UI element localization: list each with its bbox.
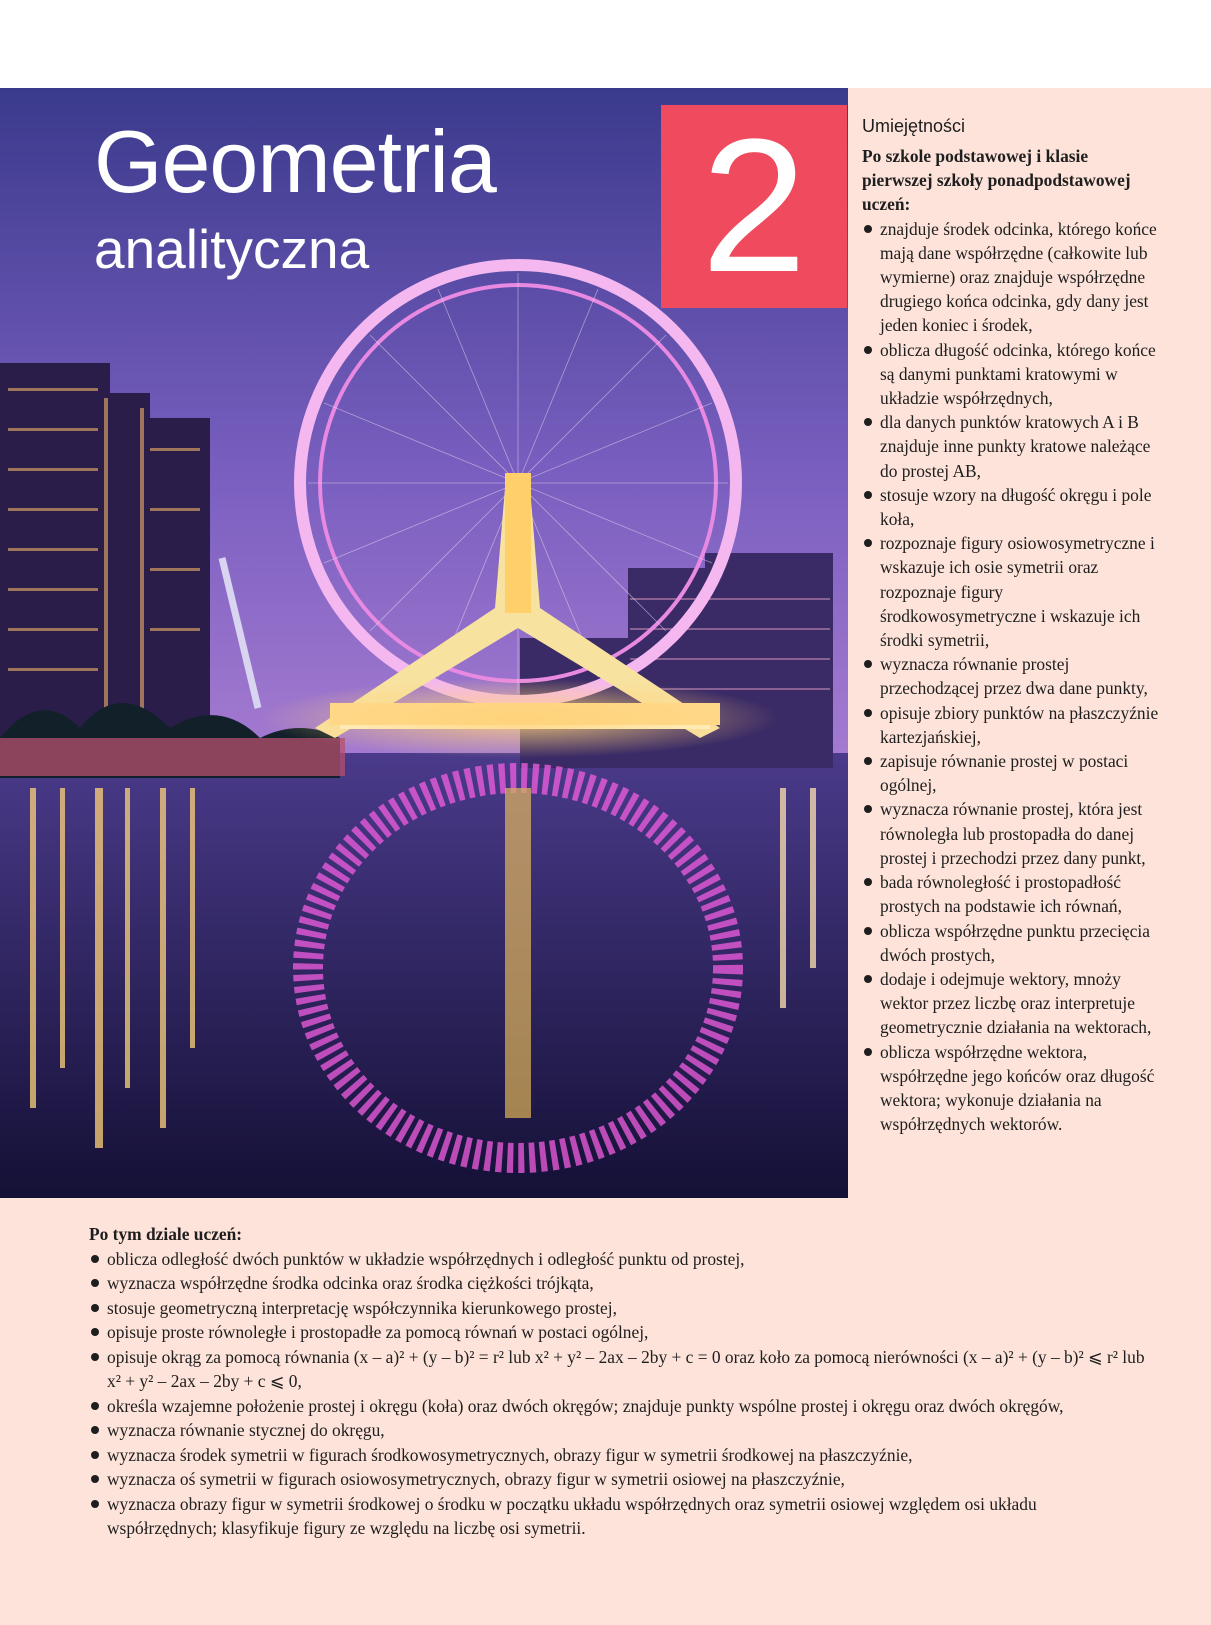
- skill-item: wyznacza równanie prostej, która jest równoległa lub prostopadła do danej prostej i przechodzi przez dany punkt,: [862, 797, 1162, 870]
- skill-item: stosuje wzory na długość okręgu i pole koła,: [862, 483, 1162, 531]
- chapter-number: 2: [661, 105, 847, 308]
- skill-item: oblicza współrzędne wektora, współrzędne jego końców oraz długość wektora; wykonuje działania na współrzędnych wektorów.: [862, 1040, 1162, 1137]
- skill-item: znajduje środek odcinka, którego końce mają dane współrzędne (całkowite lub wymierne) oraz znajduje współrzędne drugiego końca odcinka, gdy dany jest jeden koniec i środek,: [862, 217, 1162, 338]
- chapter-subtitle: analityczna: [94, 218, 370, 280]
- skills-intro: Po szkole podstawowej i klasie pierwszej szkoły ponadpodstawowej uczeń:: [862, 146, 1131, 215]
- outcome-item: oblicza odległość dwóch punktów w układzie współrzędnych i odległość punktu od prostej,: [89, 1247, 1149, 1272]
- skill-item: dla danych punktów kratowych A i B znajduje inne punkty kratowe należące do prostej AB,: [862, 410, 1162, 483]
- outcome-item: wyznacza obrazy figur w symetrii środkowej o środku w początku układu współrzędnych oraz symetrii osiowej względem osi układu współrzędnych; klasyfikuje figury ze względu na liczbę osi symetrii.: [89, 1492, 1149, 1541]
- outcome-item: wyznacza współrzędne środka odcinka oraz środka ciężkości trójkąta,: [89, 1271, 1149, 1296]
- outcome-item: określa wzajemne położenie prostej i okręgu (koła) oraz dwóch okręgów; znajduje punkty wspólne prostej i okręgu oraz dwóch okręgów,: [89, 1394, 1149, 1419]
- skill-item: rozpoznaje figury osiowosymetryczne i wskazuje ich osie symetrii oraz rozpoznaje figury środkowosymetryczne i wskazuje ich środki symetrii,: [862, 531, 1162, 652]
- outcome-item: wyznacza oś symetrii w figurach osiowosymetrycznych, obrazy figur w symetrii osiowej na płaszczyźnie,: [89, 1467, 1149, 1492]
- skills-panel: [862, 114, 1162, 1136]
- outcome-item: opisuje okrąg za pomocą równania (x – a)² + (y – b)² = r² lub x² + y² – 2ax – 2by + c = 0 oraz koło za pomocą nierówności (x – a)² + (y – b)² ⩽ r² lub x² + y² – 2ax – 2by + c ⩽ 0,: [89, 1345, 1149, 1394]
- outcomes-intro: Po tym dziale uczeń:: [89, 1224, 243, 1244]
- skill-item: dodaje i odejmuje wektory, mnoży wektor przez liczbę oraz interpretuje geometrycznie działania na wektorach,: [862, 967, 1162, 1040]
- outcome-item: opisuje proste równoległe i prostopadłe za pomocą równań w postaci ogólnej,: [89, 1320, 1149, 1345]
- skills-list: [862, 217, 1162, 1137]
- outcome-item: wyznacza środek symetrii w figurach środkowosymetrycznych, obrazy figur w symetrii środkowej na płaszczyźnie,: [89, 1443, 1149, 1468]
- skill-item: oblicza współrzędne punktu przecięcia dwóch prostych,: [862, 919, 1162, 967]
- outcome-item: stosuje geometryczną interpretację współczynnika kierunkowego prostej,: [89, 1296, 1149, 1321]
- outcomes-section: [89, 1222, 1149, 1541]
- skill-item: wyznacza równanie prostej przechodzącej przez dwa dane punkty,: [862, 652, 1162, 700]
- skill-item: zapisuje równanie prostej w postaci ogólnej,: [862, 749, 1162, 797]
- skill-item: opisuje zbiory punktów na płaszczyźnie kartezjańskiej,: [862, 701, 1162, 749]
- outcome-item: wyznacza równanie stycznej do okręgu,: [89, 1418, 1149, 1443]
- skills-heading: Umiejętności: [862, 116, 966, 136]
- skill-item: oblicza długość odcinka, którego końce są danymi punktami kratowymi w układzie współrzędnych,: [862, 338, 1162, 411]
- skill-item: bada równoległość i prostopadłość prostych na podstawie ich równań,: [862, 870, 1162, 918]
- outcomes-list: [89, 1247, 1149, 1541]
- chapter-title: Geometria: [94, 112, 496, 211]
